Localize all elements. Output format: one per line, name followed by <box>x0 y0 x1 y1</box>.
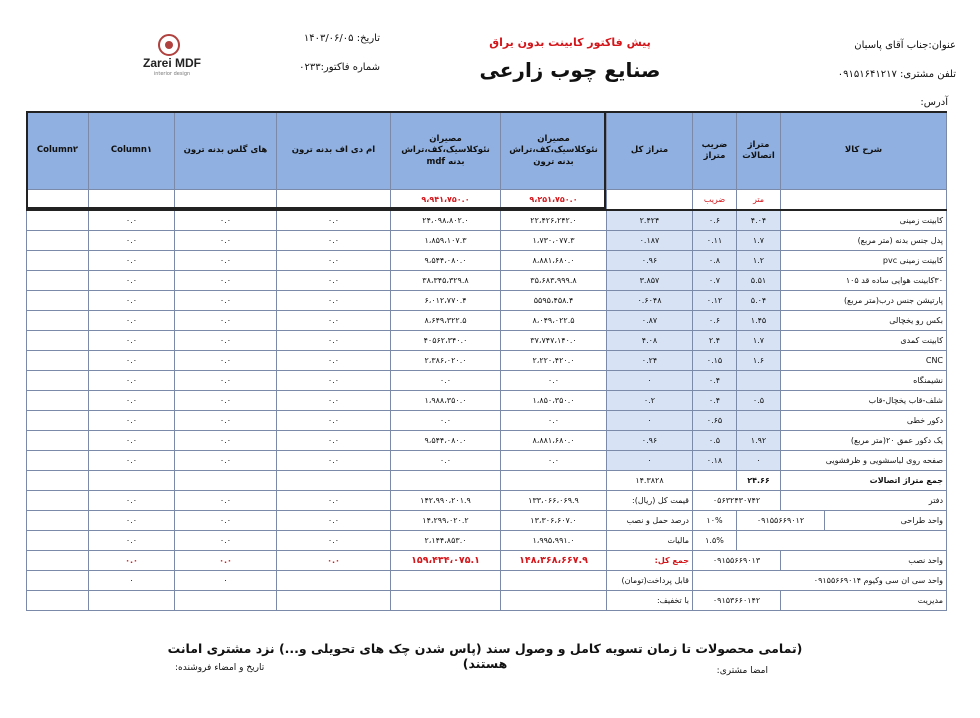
tax-mdf: ۲،۱۴۴،۸۵۳.۰ <box>391 531 501 551</box>
cell-mdfb: ۰.۰ <box>277 231 391 251</box>
cell-meter: ۱.۲ <box>737 251 781 271</box>
cell-total: ۰.۲ <box>607 391 693 411</box>
cell-mdf: ۴۰۵۶۲،۳۴۰.۰ <box>391 331 501 351</box>
ownership-notice: (تمامی محصولات تا زمان تسویه کامل و وصول سند (پاس شدن چک های تحویلی و...) نزد مشتری امانت هستند) <box>167 641 803 671</box>
cell-desc: پارتیشن جنس درب(متر مربع) <box>781 291 947 311</box>
cell-total: ۴.۰۸ <box>607 331 693 351</box>
cell-glass: ۰.۰ <box>175 391 277 411</box>
table-row <box>27 210 947 231</box>
cell-glass: ۰.۰ <box>175 331 277 351</box>
price-mdfb: ۰.۰ <box>277 491 391 511</box>
cell-coef: ۰.۶۵ <box>693 411 737 431</box>
tax-c1: ۰.۰ <box>89 531 175 551</box>
cell-c1: ۰.۰ <box>89 271 175 291</box>
cell-neo: ۰.۰ <box>501 411 607 431</box>
tax-label: مالیات <box>607 531 693 551</box>
mixed-neo-header: مصیران نئوکلاسیک،کف،تراش بدنه ترون <box>501 112 607 190</box>
cell-total: ۰ <box>607 411 693 431</box>
cell-total: ۰.۱۸۷ <box>607 231 693 251</box>
cell-c1: ۰.۰ <box>89 351 175 371</box>
payable-label: قابل پرداخت(تومان) <box>607 571 693 591</box>
cell-mdfb: ۰.۰ <box>277 331 391 351</box>
cell-neo: ۸،۸۸۱،۶۸۰.۰ <box>501 431 607 451</box>
table-row <box>27 271 947 291</box>
cell-mdf: ۳۸،۳۴۵،۳۲۹.۸ <box>391 271 501 291</box>
company-name: صنایع چوب زارعی <box>479 58 661 82</box>
table-row <box>27 251 947 271</box>
total-meter-sum: ۱۴.۳۸۲۸ <box>607 471 693 491</box>
table-subheader-row <box>27 190 947 211</box>
cell-glass: ۰.۰ <box>175 251 277 271</box>
table-row <box>27 451 947 471</box>
cell-meter: ۰ <box>737 451 781 471</box>
cell-mdfb: ۰.۰ <box>277 291 391 311</box>
cell-mdf: ۰.۰ <box>391 411 501 431</box>
cell-glass: ۰.۰ <box>175 311 277 331</box>
cell-meter: ۱.۷ <box>737 231 781 251</box>
col1-header: Column۱ <box>89 112 175 190</box>
cell-mdfb: ۰.۰ <box>277 431 391 451</box>
table-row <box>27 331 947 351</box>
cell-c1: ۰.۰ <box>89 231 175 251</box>
cell-desc: CNC <box>781 351 947 371</box>
cell-total: ۰ <box>607 371 693 391</box>
cnc-phone: ۰۹۱۵۵۶۶۹۰۱۴ <box>813 576 862 585</box>
cell-desc: کابینت زمینی pvc <box>781 251 947 271</box>
cell-meter: ۱.۷ <box>737 331 781 351</box>
glass-body-header: های گلس بدنه ترون <box>175 112 277 190</box>
cell-mdf: ۹،۵۴۴،۰۸۰.۰ <box>391 431 501 451</box>
customer-phone: تلفن مشتری: ۰۹۱۵۱۶۴۱۲۱۷ <box>837 69 956 80</box>
cell-desc: دکور خطی <box>781 411 947 431</box>
cell-c1: ۰.۰ <box>89 311 175 331</box>
transport-mdfb: ۰.۰ <box>277 511 391 531</box>
customer-signature-label: امضا مشتری: <box>716 666 768 676</box>
office-label: دفتر <box>781 491 947 511</box>
cell-mdf: ۹،۵۴۴،۰۸۰.۰ <box>391 251 501 271</box>
tax-pct: ۱.۵% <box>693 531 737 551</box>
cell-desc: پدل جنس بدنه (متر مربع) <box>781 231 947 251</box>
cell-total: ۳.۸۵۷ <box>607 271 693 291</box>
payable-c1: ۰ <box>89 571 175 591</box>
cell-glass: ۰.۰ <box>175 371 277 391</box>
cell-desc: کابینت زمینی <box>781 210 947 231</box>
transport-mdf: ۱۴،۲۹۹،۰۲۰.۲ <box>391 511 501 531</box>
manager-label: مدیریت <box>781 591 947 611</box>
meter-conn-header: متراژ اتصالات <box>737 112 781 190</box>
cell-mdf: ۸،۶۴۹،۳۲۲.۵ <box>391 311 501 331</box>
cell-glass: ۰.۰ <box>175 451 277 471</box>
tax-glass: ۰.۰ <box>175 531 277 551</box>
cnc-label: واحد سی ان سی وکیوم <box>863 576 944 585</box>
office-phone: ۰۵۶۳۲۴۳۰۷۴۲ <box>693 491 781 511</box>
cell-neo: ۳۷،۷۴۷،۱۴۰.۰ <box>501 331 607 351</box>
cell-neo: ۲۲،۴۲۶،۲۴۲.۰ <box>501 210 607 231</box>
cell-mdfb: ۰.۰ <box>277 451 391 471</box>
coef-unit: ضریب <box>693 190 737 211</box>
cell-mdf: ۱،۸۵۹،۱۰۷.۳ <box>391 231 501 251</box>
cell-c1: ۰.۰ <box>89 251 175 271</box>
summary-row-tax <box>27 531 947 551</box>
seller-signature-label: تاریخ و امضاء فروشنده: <box>175 663 265 673</box>
meter-conn-sum: ۲۴.۶۶ <box>737 471 781 491</box>
cell-meter: ۴.۰۴ <box>737 210 781 231</box>
table-row <box>27 291 947 311</box>
cell-coef: ۰.۸ <box>693 251 737 271</box>
cell-total: ۰.۸۷ <box>607 311 693 331</box>
cell-glass: ۰.۰ <box>175 231 277 251</box>
cell-meter: ۱.۴۵ <box>737 311 781 331</box>
payable-glass: ۰ <box>175 571 277 591</box>
cell-desc: یک دکور عمق ۲۰(متر مربع) <box>781 431 947 451</box>
invoice-date: تاریخ: ۱۴۰۳/۰۶/۰۵ <box>303 33 380 44</box>
cell-mdf: ۰.۰ <box>391 451 501 471</box>
manager-phone: ۰۹۱۵۳۶۶۰۱۴۲ <box>693 591 781 611</box>
summary-row-grand <box>27 551 947 571</box>
cell-glass: ۰.۰ <box>175 271 277 291</box>
cell-desc: شلف-قاب یخچال-قاب <box>781 391 947 411</box>
cell-c1: ۰.۰ <box>89 371 175 391</box>
cell-total: ۰.۶۰۴۸ <box>607 291 693 311</box>
cell-total: ۰ <box>607 451 693 471</box>
cell-neo: ۰.۰ <box>501 371 607 391</box>
coef-meter-header: ضریب متراژ <box>693 112 737 190</box>
cell-coef: ۰.۱۸ <box>693 451 737 471</box>
cell-total: ۰.۹۶ <box>607 251 693 271</box>
cell-coef: ۰.۶ <box>693 311 737 331</box>
table-row <box>27 351 947 371</box>
cell-mdfb: ۰.۰ <box>277 271 391 291</box>
summary-row-discount <box>27 591 947 611</box>
cell-glass: ۰.۰ <box>175 431 277 451</box>
cell-coef: ۰.۱۱ <box>693 231 737 251</box>
price-label: قیمت کل (ریال): <box>607 491 693 511</box>
cell-mdfb: ۰.۰ <box>277 210 391 231</box>
cell-desc: صفحه روی لباسشویی و ظرفشویی <box>781 451 947 471</box>
cell-coef: ۰.۵ <box>693 431 737 451</box>
transport-label: درصد حمل و نصب <box>607 511 693 531</box>
discount-label: با تخفیف: <box>607 591 693 611</box>
cell-total: ۲.۴۲۴ <box>607 210 693 231</box>
cell-glass: ۰.۰ <box>175 210 277 231</box>
cell-mdf: ۲۴،۰۹۸،۸۰۲.۰ <box>391 210 501 231</box>
meter-conn-sum-label: جمع متراژ اتصالات <box>781 471 947 491</box>
grand-mdf: ۱۵۹،۴۳۴،۰۷۵.۱ <box>391 551 501 571</box>
cell-mdfb: ۰.۰ <box>277 311 391 331</box>
install-label: واحد نصب <box>781 551 947 571</box>
tax-mdfb: ۰.۰ <box>277 531 391 551</box>
grand-neo: ۱۴۸،۳۶۸،۶۶۷.۹ <box>501 551 607 571</box>
logo-tagline: interior design <box>153 71 191 77</box>
total-meter-header: متراژ کل <box>607 112 693 190</box>
cell-mdfb: ۰.۰ <box>277 371 391 391</box>
desc-header: شرح کالا <box>781 112 947 190</box>
cell-coef: ۰.۴ <box>693 391 737 411</box>
transport-c1: ۰.۰ <box>89 511 175 531</box>
table-row <box>27 431 947 451</box>
cell-coef: ۰.۶ <box>693 210 737 231</box>
summary-row-sum <box>27 471 947 491</box>
cell-neo: ۳۵،۶۸۳،۹۹۹.۸ <box>501 271 607 291</box>
mdf-body-header: ام دی اف بدنه ترون <box>277 112 391 190</box>
customer-title: عنوان:جناب آقای پاسبان <box>854 40 956 51</box>
logo-emblem-icon <box>158 34 180 56</box>
cell-glass: ۰.۰ <box>175 291 277 311</box>
cell-coef: ۰.۴ <box>693 371 737 391</box>
grand-c1: ۰.۰ <box>89 551 175 571</box>
summary-row-transport <box>27 511 947 531</box>
grand-mdfb: ۰.۰ <box>277 551 391 571</box>
price-mdf: ۱۴۲،۹۹۰،۲۰۱.۹ <box>391 491 501 511</box>
price-c1: ۰.۰ <box>89 491 175 511</box>
table-row <box>27 371 947 391</box>
cell-neo: ۵۵۹۵،۴۵۸.۴ <box>501 291 607 311</box>
tax-neo: ۱،۹۹۵،۹۹۱.۰ <box>501 531 607 551</box>
cell-c1: ۰.۰ <box>89 331 175 351</box>
cnc-unit <box>693 571 947 591</box>
logo-name: Zarei MDF <box>142 56 201 70</box>
cell-c1: ۰.۰ <box>89 210 175 231</box>
transport-neo: ۱۳،۳۰۶،۶۰۷.۰ <box>501 511 607 531</box>
summary-row-price <box>27 491 947 511</box>
cell-meter <box>737 371 781 391</box>
cell-meter: ۰.۵ <box>737 391 781 411</box>
meter-unit: متر <box>737 190 781 211</box>
cell-mdf: ۱،۹۸۸،۳۵۰.۰ <box>391 391 501 411</box>
invoice-number: شماره فاکتور:۰۲۳۳ <box>299 62 380 73</box>
table-header-row <box>27 112 947 190</box>
cell-neo: ۸،۰۴۹،۰۲۲.۵ <box>501 311 607 331</box>
invoice-table <box>26 111 947 611</box>
cell-neo: ۱،۸۵۰،۳۵۰.۰ <box>501 391 607 411</box>
cell-neo: ۰.۰ <box>501 451 607 471</box>
cell-coef: ۰.۱۲ <box>693 291 737 311</box>
cell-mdfb: ۰.۰ <box>277 351 391 371</box>
mdf-base-price: ۹،۹۴۱،۷۵۰.۰ <box>391 190 501 211</box>
cell-desc: بکس رو یخچالی <box>781 311 947 331</box>
cell-c1: ۰.۰ <box>89 451 175 471</box>
cell-neo: ۱،۷۳۰،۰۷۷.۳ <box>501 231 607 251</box>
install-phone: ۰۹۱۵۵۶۶۹۰۱۳ <box>693 551 781 571</box>
cell-meter <box>737 411 781 431</box>
design-label: واحد طراحی <box>825 511 947 531</box>
cell-meter: ۱.۹۲ <box>737 431 781 451</box>
cell-coef: ۰.۷ <box>693 271 737 291</box>
cell-mdfb: ۰.۰ <box>277 391 391 411</box>
cell-glass: ۰.۰ <box>175 351 277 371</box>
item-rows <box>27 210 947 471</box>
price-glass: ۰.۰ <box>175 491 277 511</box>
transport-glass: ۰.۰ <box>175 511 277 531</box>
design-phone: ۰۹۱۵۵۶۶۹۰۱۲ <box>737 511 825 531</box>
price-neo: ۱۳۳،۰۶۶،۰۶۹.۹ <box>501 491 607 511</box>
cell-total: ۰.۹۶ <box>607 431 693 451</box>
cell-coef: ۲.۴ <box>693 331 737 351</box>
document-title: پیش فاکتور کابینت بدون یراق <box>489 36 651 49</box>
cell-mdf: ۰.۰ <box>391 371 501 391</box>
table-row <box>27 311 947 331</box>
cell-meter: ۵.۰۴ <box>737 291 781 311</box>
cell-meter: ۵.۵۱ <box>737 271 781 291</box>
table-row <box>27 231 947 251</box>
cell-c1: ۰.۰ <box>89 411 175 431</box>
cell-coef: ۰.۱۵ <box>693 351 737 371</box>
cell-mdf: ۶،۰۱۲،۷۷۰.۴ <box>391 291 501 311</box>
cell-meter: ۱.۶ <box>737 351 781 371</box>
cell-neo: ۲،۲۲۰،۴۲۰.۰ <box>501 351 607 371</box>
cell-desc: کابینت کمدی <box>781 331 947 351</box>
cell-desc: ۳۰کابینت هوایی ساده قد ۱۰۵ <box>781 271 947 291</box>
transport-pct: ۱۰% <box>693 511 737 531</box>
cell-mdfb: ۰.۰ <box>277 411 391 431</box>
cell-c1: ۰.۰ <box>89 431 175 451</box>
neo-base-price: ۹،۲۵۱،۷۵۰.۰ <box>501 190 607 211</box>
cell-mdfb: ۰.۰ <box>277 251 391 271</box>
cell-mdf: ۲،۳۸۶،۰۲۰.۰ <box>391 351 501 371</box>
cell-total: ۰.۲۴ <box>607 351 693 371</box>
cell-c1: ۰.۰ <box>89 291 175 311</box>
col2-header: Column۲ <box>27 112 89 190</box>
grand-label: جمع کل: <box>607 551 693 571</box>
mixed-mdf-header: مصیران نئوکلاسیک،کف،تراش بدنه mdf <box>391 112 501 190</box>
table-row <box>27 391 947 411</box>
summary-row-payable <box>27 571 947 591</box>
grand-glass: ۰.۰ <box>175 551 277 571</box>
table-row <box>27 411 947 431</box>
cell-neo: ۸،۸۸۱،۶۸۰.۰ <box>501 251 607 271</box>
address-label: آدرس: <box>920 97 948 108</box>
cell-desc: نشیمنگاه <box>781 371 947 391</box>
cell-c1: ۰.۰ <box>89 391 175 411</box>
cell-glass: ۰.۰ <box>175 411 277 431</box>
